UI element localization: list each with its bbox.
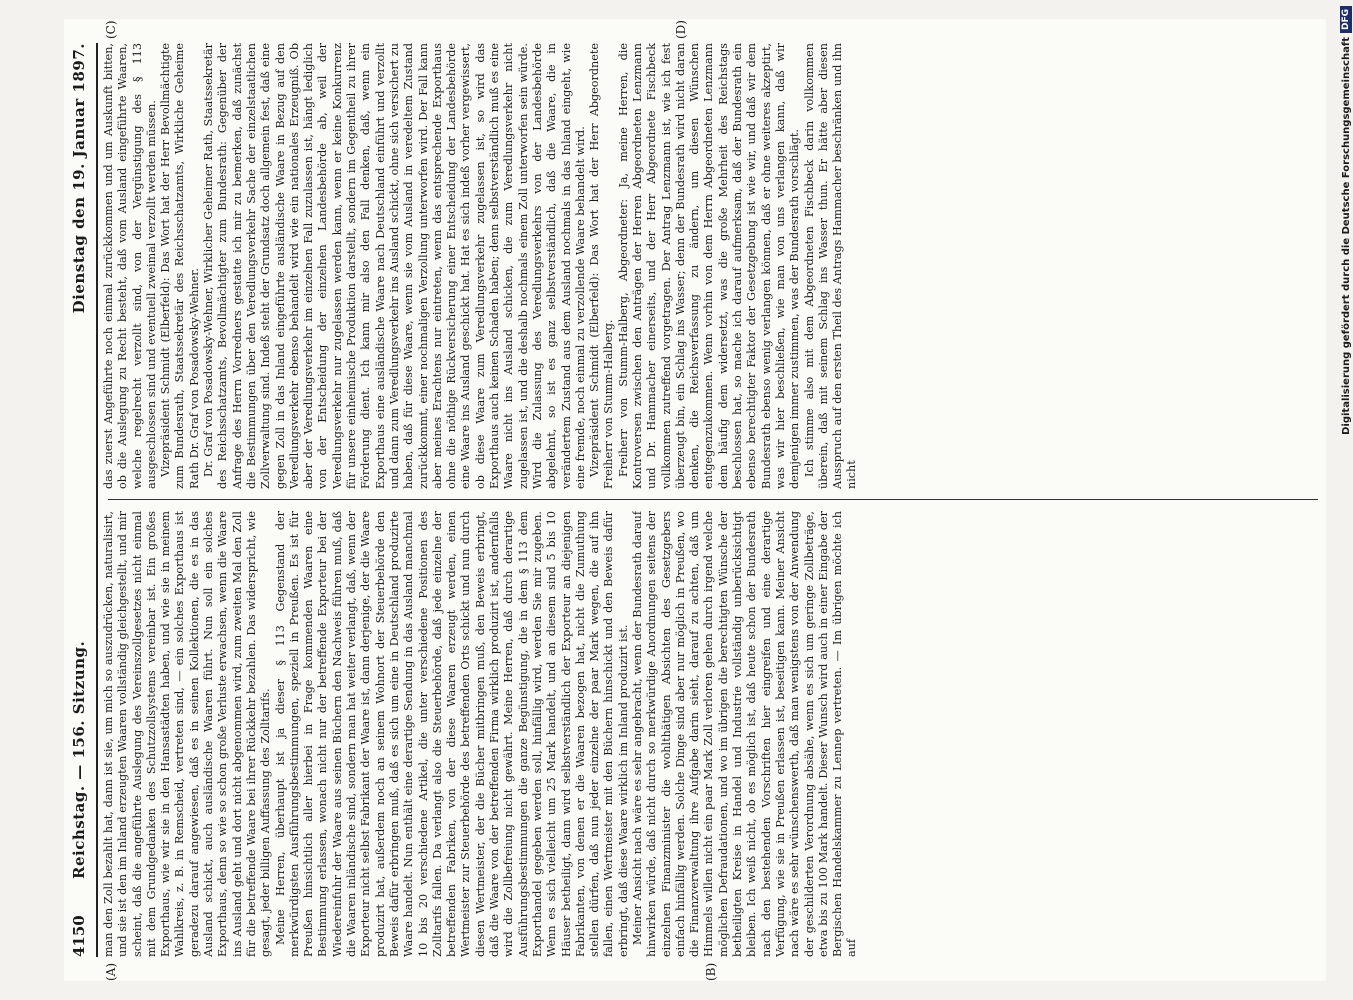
paragraph: Freiherr von Stumm-Halberg, Abgeordneter: Ja, meine Herren, die Kontroversen zwischen den Anträgen der Herren Abgeordneten Lenzmann und Dr. Hammacher einerseits, und der Herr Abgeordnete Fischbeck vollkommen zutreffend vorgetragen. Der Antrag Lenzmann ist, wie ich fest überzeugt bin, ein Schlag ins Wasser; denn der Bundesrath wird nicht daran denken, die Reichsverfassung zu ändern, um diesen Wünschen entgegenzukommen. Wenn vorhin von dem Herrn Abgeordneten Lenzmann dem häufig dem widersetzt, was die große Mehrheit des Reichstags beschlossen hat, so mache ich darauf aufmerksam, daß der Bundesrath ein ebenso berechtigter Faktor der Gesetzgebung ist wie wir, und daß wir dem Bundesrath ebenso wenig verlangen können, daß er ohne weiteres akzeptirt, was wir hier beschließen, wie man von uns verlangen kann, daß wir demjenigen immer zustimmen, was der Bundesrath vorschlägt. — [616, 43, 802, 489]
margin-marker-c: (C) — [104, 20, 118, 39]
dfg-logo: DFG — [1340, 6, 1352, 33]
right-text-column — [102, 43, 1320, 489]
rotated-document-page — [64, 19, 1326, 981]
digitization-note: Digitalisierung gefördert durch die Deutsche Forschungsgemeinschaft — [1340, 37, 1352, 435]
running-title-left: Reichstag. — 156. Sitzung. — [70, 640, 88, 879]
paragraph: Meine Herren, überhaupt ist ja dieser § 113 Gegenstand der merkwürdigsten Ausführungsbestimmungen, speziell in Preußen. Es ist für Preußen hinsichtlich aller hierbei in Frage kommenden Waaren eine Bestimmung erlassen, wonach nicht nur der betreffende Exporteur bei der Wiedereinfuhr der Waare aus seinen Büchern den Nachweis führen muß, daß die Waaren inländische sind, sondern man hat weiter verlangt, daß, wenn der Exporteur nicht selbst Fabrikant der Waare ist, dann derjenige, der die Waare produzirt hat, außerdem noch an seinem Wohnort der Steuerbehörde den Beweis dafür erbringen muß, daß es sich um eine in Deutschland produzirte Waare handelt. Nun enthält eine derartige Sendung in das Ausland manchmal 10 bis 20 verschiedene Artikel, die unter verschiedene Positionen des Zolltarifs fallen. Da verlangt also die Steuerbehörde, daß jede einzelne der betreffenden Fabriken, von der diese Waaren erzeugt werden, einen Wertmeister zur Steuerbehörde des betreffenden Orts schickt und nun durch diesen Wertmeister, der die Bücher mitbringen muß, den Beweis erbringt, daß die Waare von der betreffenden Firma wirklich produzirt ist, andernfalls wird die Zollbefreiung nicht gewährt. Meine Herren, daß durch derartige Ausführungsbestimmungen die ganze Begünstigung, die in dem § 113 dem Exporthandel gegeben werden soll, hinfällig wird, werden Sie mir zugeben. Wenn es sich vielleicht um 25 Mark handelt, und an diesem sind 5 bis 10 Häuser betheiligt, dann wird selbstverständlich der Exporteur an diejenigen Fabrikanten, von denen er die Waaren bezogen hat, nicht die Zumuthung stellen dürfen, daß nun jeder einzelne der paar Mark wegen, die auf ihn fallen, einen Wertmeister mit den Büchern hinschickt und den Beweis dafür erbringt, daß diese Waare wirklich im Inland produzirt ist. — [273, 511, 630, 957]
paragraph: man den Zoll bezahlt hat, dann ist sie, um mich so auszudrücken, naturalisirt, und sie ist den im Inland erzeugten Waaren vollständig gleichgestellt, und mir scheint, daß die angeführte Auslegung des Vereinszollgesetzes nicht einmal mit dem Grundgedanken des Schutzzollsystems vereinbar ist. Ein großes Exporthaus, wie wir sie in den Hansastädten haben, und wie sie in meinem Wahlkreis, z. B. in Remscheid, vertreten sind, — ein solches Exporthaus ist geradezu darauf angewiesen, daß es in seinen Kollektionen, die es in das Ausland schickt, auch ausländische Waaren führt. Nun soll ein solches Exporthaus, denn so wie so schon große Verluste erwachsen, wenn die Waare ins Ausland geht und dort nicht abgenommen wird, zum zweiten Mal den Zoll für die betreffende Waare bei ihrer Rückkehr bezahlen. Das widerspricht, wie gesagt, jeder billigen Auffassung des Zolltarifs. — [102, 511, 273, 957]
left-text-column — [102, 511, 1320, 957]
digitization-credit — [1338, 6, 1353, 986]
paragraph: Meiner Ansicht nach wäre es sehr angebracht, wenn der Bundesrath darauf hinwirken würde, daß nicht durch so merkwürdige Anordnungen seitens der einzelnen Finanzminister die wohlthätigen Absichten des Gesetzgebers einfach hinfällig werden. Solche Dinge sind aber nur möglich in Preußen, wo die Finanzverwaltung ihre Aufgabe darin sieht, darauf zu achten, daß um Himmels willen nicht ein paar Mark Zoll verloren gehen durch irgend welche möglichen Defraudationen, und wo im übrigen die berechtigten Wünsche der betheiligten Kreise in Handel und Industrie vollständig unberücksichtigt bleiben. Ich weiß nicht, ob es möglich ist, daß heute schon der Bundesrath nach den bestehenden Vorschriften hier eingreifen und eine derartige Verfügung, wie sie in Preußen erlassen ist, beseitigen kann. Meiner Ansicht nach wäre es sehr wünschenswerth, daß man wenigstens von der Anwendung der geschilderten Verordnung absähe, wenn es sich um geringe Zollbeträge, etwa bis zu 100 Mark handelt. Dieser Wunsch wird auch in einer Eingabe der Bergischen Handelskammer zu Lennep vertreten. — Im übrigen möchte ich auf — [630, 511, 859, 957]
page-header — [64, 43, 94, 957]
paragraph: Vizepräsident Schmidt (Elberfeld): Das Wort hat der Herr Abgeordnete Freiherr von Stumm-Halberg. — [588, 43, 616, 489]
margin-marker-b: (B) — [704, 962, 718, 981]
margin-marker-a: (A) — [104, 962, 118, 981]
column-divider — [108, 499, 1318, 500]
paragraph: Vizepräsident Schmidt (Elberfeld): Das Wort hat der Herr Bevollmächtigte zum Bundesrath, Staatssekretär des Reichsschatzamts, Wirkliche Geheime Rath Dr. Graf von Posadowsky-Wehner. — [159, 43, 201, 489]
margin-marker-d: (D) — [674, 20, 688, 39]
paragraph: Ich stimme also mit dem Abgeordneten Fischbeck darin vollkommen überein, daß mit seinem Schlag ins Wasser thun. Er hätte aber diesen Ausspruch auf den ersten Theil des Antrags Hammacher beschränken und ihn nicht — [802, 43, 859, 489]
paragraph: das zuerst Angeführte noch einmal zurückkommen und um Auskunft bitten, ob die Auslegung zu Recht besteht, daß vom Ausland eingeführte Waaren, welche regelrecht verzollt sind, von der Vergünstigung des § 113 ausgeschlossen sind und eventuell zweimal verzollt werden müssen. — [102, 43, 158, 489]
digitization-sidebar — [1336, 6, 1353, 986]
paragraph: Dr. Graf von Posadowsky-Wehner, Wirklicher Geheimer Rath, Staatssekretär des Reichsschatzamts, Bevollmächtigter zum Bundesrath: Gegenüber der Anfrage des Herrn Vorredners gestatte ich mir zu bemerken, daß zunächst die Bestimmungen über den Veredlungsverkehr Sache der einzelstaatlichen Zollverwaltung sind. Indeß steht der Grundsatz doch allgemein fest, daß eine gegen Zoll in das Inland eingeführte ausländische Waare in Bezug auf den Veredlungsverkehr ebenso behandelt wird wie ein nationales Erzeugniß. Ob aber der Veredlungsverkehr im einzelnen Fall zuzulassen ist, hängt lediglich von der Entscheidung der einzelnen Landesbehörde ab, weil der Veredlungsverkehr nur zugelassen werden kann, wenn er keine Konkurrenz für unsere einheimische Produktion darstellt, sondern im Gegentheil zu ihrer Förderung dient. Ich kann mir also den Fall denken, daß, wenn ein Exporthaus eine ausländische Waare nach Deutschland einführt und verzollt und dann zum Veredlungsverkehr ins Ausland schickt, ohne sich versichert zu haben, daß für diese Waare, wenn sie vom Ausland in veredeltem Zustand zurückkommt, einer nochmaligen Verzollung unterworfen wird. Der Fall kann aber meines Erachtens nur eintreten, wenn das entsprechende Exporthaus ohne die nöthige Rückversicherung einer Entscheidung der Landesbehörde eine Waare ins Ausland geschickt hat. Hat es sich indeß vorher vergewissert, ob diese Waare zum Veredlungsverkehr zugelassen ist, so wird das Exporthaus auch keinen Schaden haben; denn selbstverständlich muß es eine Waare nicht ins Ausland schicken, die zum Veredlungsverkehr nicht zugelassen ist, und die deshalb nochmals einem Zoll unterworfen sein würde. Wird die Zulassung des Veredlungsverkehrs von der Landesbehörde abgelehnt, so ist es ganz selbstverständlich, daß die Waare, die in verändertem Zustand aus dem Ausland nochmals in das Inland eingeht, wie eine fremde, noch einmal zu verzollende Waare behandelt wird. — [202, 43, 587, 489]
header-rule — [96, 43, 98, 957]
page-number: 4150 — [70, 915, 88, 957]
running-title-right: Dienstag den 19. Januar 1897. — [70, 43, 88, 314]
